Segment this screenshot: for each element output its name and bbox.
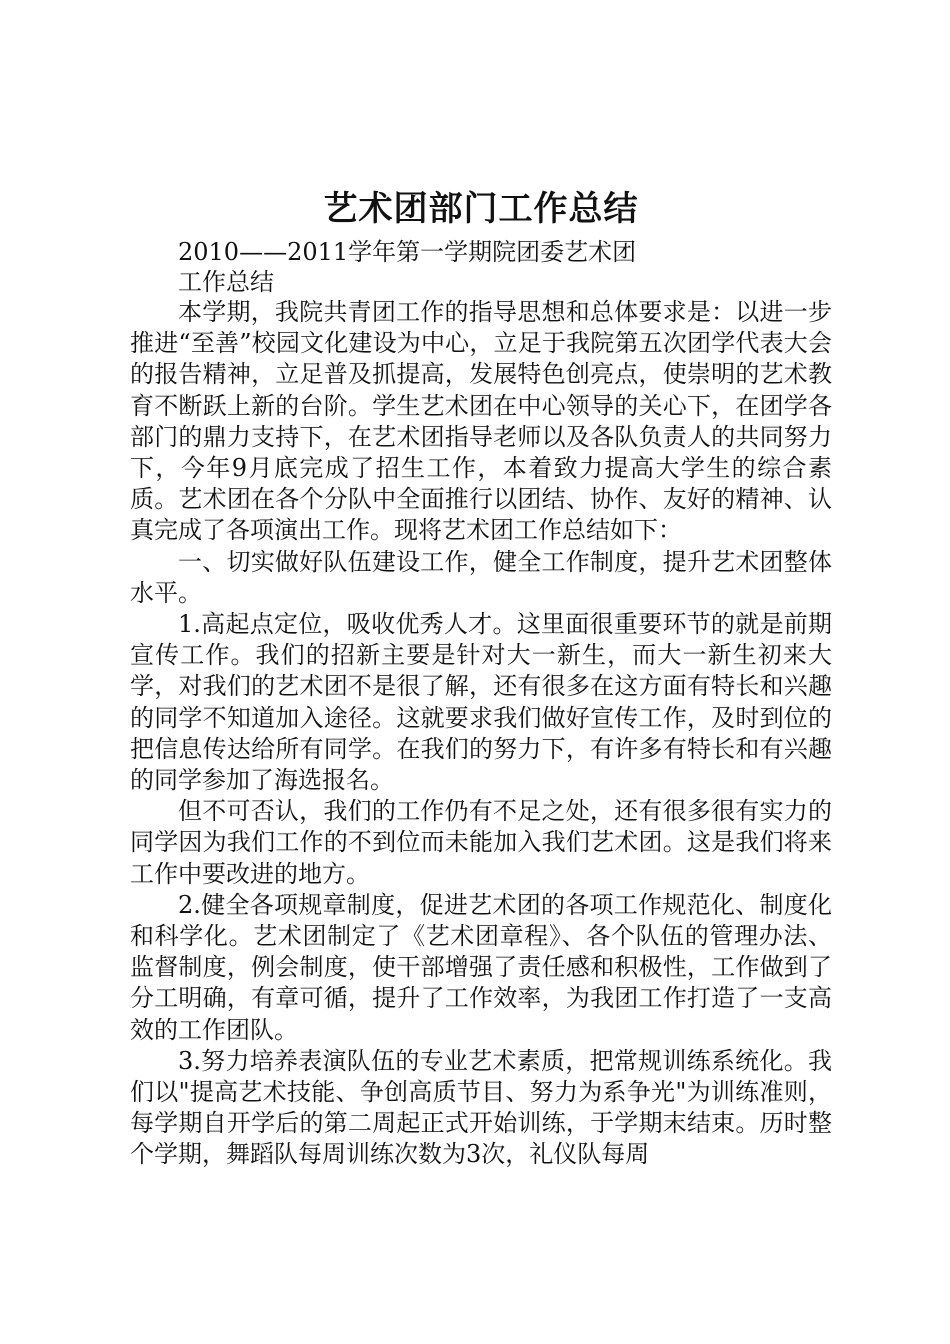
paragraph-intro: 本学期，我院共青团工作的指导思想和总体要求是：以进一步推进“至善”校园文化建设为中心，立足于我院第五次团学代表大会的报告精神，立足普及抓提高，发展特色创亮点，使崇明的艺术教育不断跃上新的台阶。学生艺术团在中心领导的关心下，在团学各部门的鼎力支持下，在艺术团指导老师以及各队负责人的共同努力下，今年9月底完成了招生工作，本着致力提高大学生的综合素质。艺术团在各个分队中全面推行以团结、协作、友好的精神、认真完成了各项演出工作。现将艺术团工作总结如下： [130, 298, 832, 545]
document-subtitle-line-1: 2010——2011学年第一学期院团委艺术团 [178, 238, 637, 266]
document-subtitle-line-2: 工作总结 [178, 268, 274, 296]
paragraph-shortcoming: 但不可否认，我们的工作仍有不足之处，还有很多很有实力的同学因为我们工作的不到位而未能加入我们艺术团。这是我们将来工作中要改进的地方。 [130, 797, 832, 888]
document-page [130, 185, 832, 1171]
document-title: 艺术团部门工作总结 [323, 189, 639, 229]
paragraph-section-heading-1: 一、切实做好队伍建设工作，健全工作制度，提升艺术团整体水平。 [130, 547, 832, 607]
paragraph-item-2: 2.健全各项规章制度，促进艺术团的各项工作规范化、制度化和科学化。艺术团制定了《艺术团章程》、各个队伍的管理办法、监督制度，例会制度，使干部增强了责任感和积极性，工作做到了分工明确，有章可循，提升了工作效率，为我团工作打造了一支高效的工作团队。 [130, 890, 832, 1044]
paragraph-item-3: 3.努力培养表演队伍的专业艺术素质，把常规训练系统化。我们以"提高艺术技能、争创高质节目、努力为系争光"为训练准则，每学期自开学后的第二周起正式开始训练，于学期末结束。历时整个学期，舞蹈队每周训练次数为3次，礼仪队每周 [130, 1046, 832, 1169]
paragraph-item-1: 1.高起点定位，吸收优秀人才。这里面很重要环节的就是前期宣传工作。我们的招新主要是针对大一新生，而大一新生初来大学，对我们的艺术团不是很了解，还有很多在这方面有特长和兴趣的同学不知道加入途径。这就要求我们做好宣传工作，及时到位的把信息传达给所有同学。在我们的努力下，有许多有特长和有兴趣的同学参加了海选报名。 [130, 610, 832, 795]
